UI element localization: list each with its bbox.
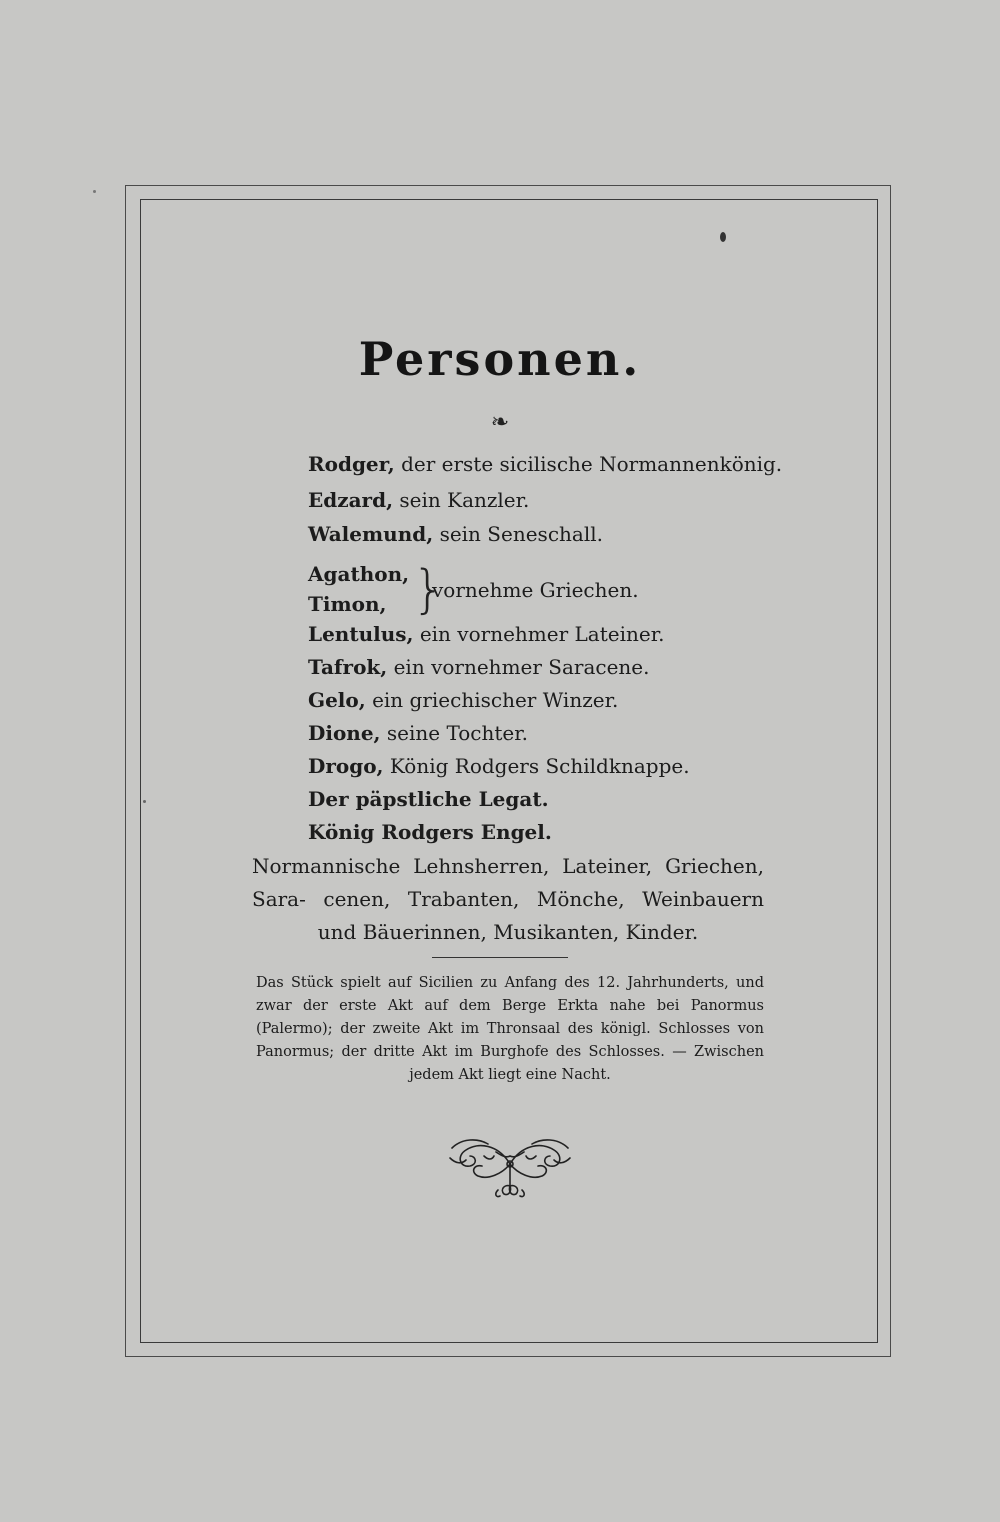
ink-speck (720, 232, 726, 242)
cast-item (308, 620, 664, 648)
cast-item (308, 719, 528, 747)
extras-paragraph: Normannische Lehnsherren, Lateiner, Griechen, Sara- cenen, Trabanten, Mönche, Weinbauern und Bäuerinnen, Musikanten, Kinder. (252, 854, 764, 944)
cast-desc: ein griechischer Winzer. (372, 688, 619, 712)
cast-name: Lentulus, (308, 622, 414, 646)
cast-item (308, 653, 650, 681)
cast-name: Walemund, (308, 522, 434, 546)
cast-name: König Rodgers Engel. (308, 820, 552, 844)
cast-desc: ein vornehmer Lateiner. (419, 622, 665, 646)
page-title: Personen. (358, 332, 642, 386)
cast-item (308, 818, 552, 846)
cast-desc: vornehme Griechen. (432, 578, 639, 602)
cast-desc: König Rodgers Schildknappe. (389, 754, 690, 778)
cast-name: Agathon, (308, 562, 410, 586)
cast-name: Tafrok, (308, 655, 388, 679)
cast-desc: sein Seneschall. (439, 522, 603, 546)
cast-item (308, 686, 618, 714)
cast-item (308, 450, 782, 478)
cast-desc: seine Tochter. (386, 721, 528, 745)
brace-icon: } (412, 560, 446, 620)
cast-name: Dione, (308, 721, 381, 745)
cast-item (308, 752, 690, 780)
cast-name: Der päpstliche Legat. (308, 787, 549, 811)
title-ornament-icon: ❧ (490, 410, 510, 435)
cast-name: Edzard, (308, 488, 394, 512)
brace-group (308, 560, 728, 620)
cast-desc: der erste sicilische Normannenkönig. (401, 452, 783, 476)
cast-name: Gelo, (308, 688, 366, 712)
cast-desc: ein vornehmer Saracene. (393, 655, 650, 679)
cast-name: Rodger, (308, 452, 395, 476)
cast-name: Drogo, (308, 754, 384, 778)
divider-rule (432, 957, 568, 958)
cast-name: Timon, (308, 592, 387, 616)
cast-item (308, 520, 603, 548)
cast-desc: sein Kanzler. (399, 488, 530, 512)
cast-item (308, 785, 549, 813)
setting-note: Das Stück spielt auf Sicilien zu Anfang des 12. Jahrhunderts, und zwar der erste Akt auf dem Berge Erkta nahe bei Panormus (Palermo); der zweite Akt im Thronsaal des königl. Schlosses von Panormus; der dritte Akt im Burghofe des Schlosses. — Zwischen jedem Akt liegt eine Nacht. (256, 975, 764, 1083)
flourish-ornament-icon (448, 1134, 572, 1204)
ink-speck (143, 800, 146, 803)
ink-speck (93, 190, 96, 193)
cast-item (308, 486, 529, 514)
